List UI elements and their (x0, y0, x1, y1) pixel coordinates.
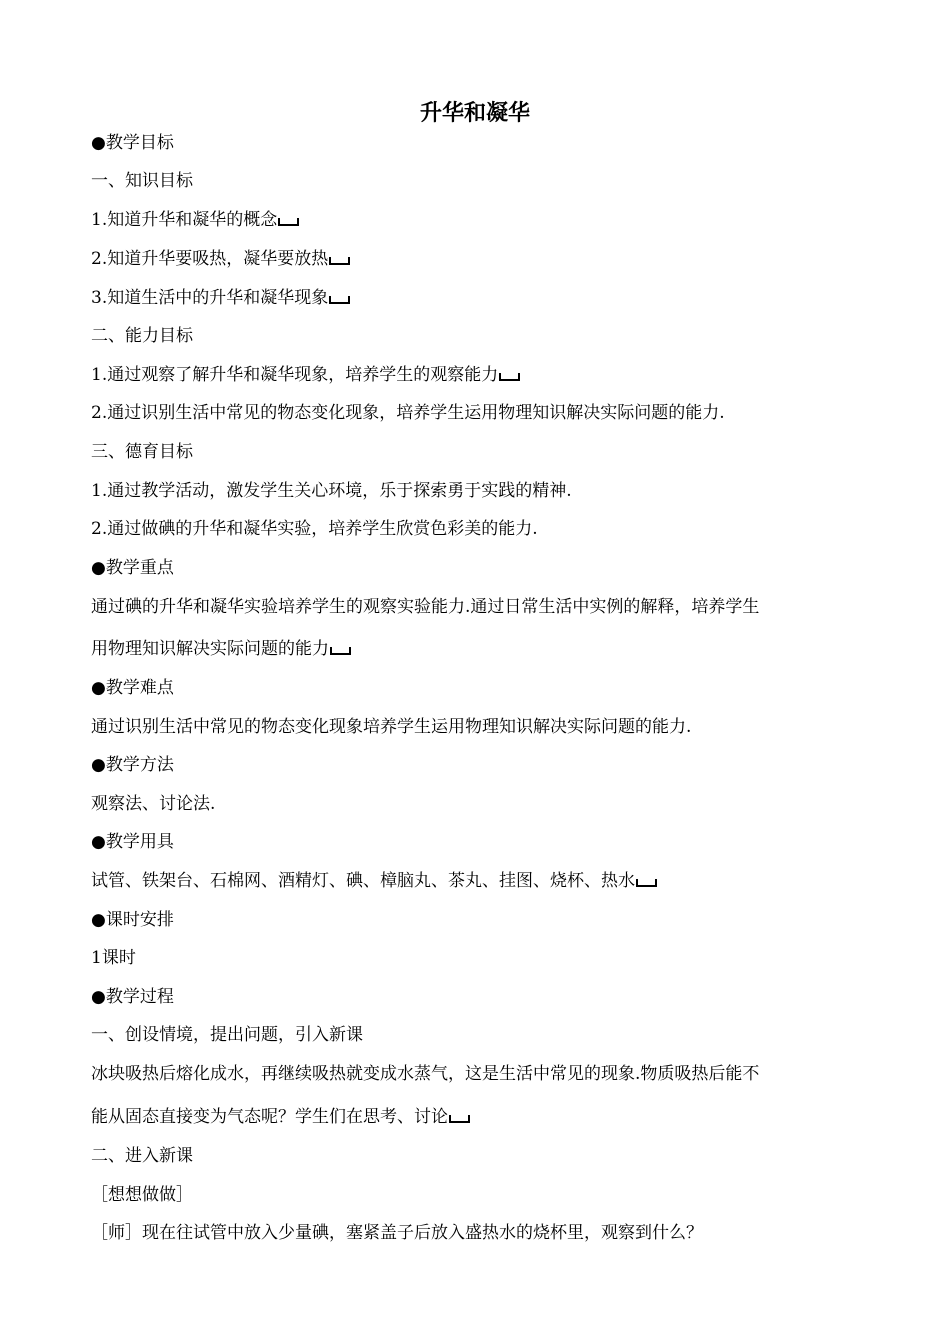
paragraph-mark (636, 879, 657, 887)
subsection-heading: 一、创设情境，提出问题，引入新课 (91, 1025, 363, 1045)
paragraph-line: 观察法、讨论法. (91, 794, 216, 814)
paragraph-line (91, 205, 871, 230)
paragraph-line: ［想想做做］ (91, 1185, 193, 1205)
line-text: 1.通过观察了解升华和凝华现象，培养学生的观察能力 (91, 365, 499, 385)
section-heading: ●教学重点 (91, 558, 174, 578)
paragraph-line: 1.通过教学活动，激发学生关心环境，乐于探索勇于实践的精神. (91, 481, 572, 501)
section-heading: ●课时安排 (91, 910, 174, 930)
paragraph-line: 2.通过做碘的升华和凝华实验，培养学生欣赏色彩美的能力. (91, 519, 538, 539)
line-text: 试管、铁架台、石棉网、酒精灯、碘、樟脑丸、茶丸、挂图、烧杯、热水 (91, 871, 635, 891)
subsection-heading: 三、德育目标 (91, 442, 193, 462)
paragraph-line (91, 866, 871, 891)
paragraph-line (91, 244, 871, 269)
paragraph-mark (329, 296, 350, 304)
line-text: 1.知道升华和凝华的概念 (91, 210, 278, 230)
section-heading: ●教学难点 (91, 678, 174, 698)
paragraph-line: 2.通过识别生活中常见的物态变化现象，培养学生运用物理知识解决实际问题的能力. (91, 403, 725, 423)
line-text: 2.知道升华要吸热，凝华要放热 (91, 249, 329, 269)
paragraph-line (91, 634, 871, 659)
paragraph-mark (499, 373, 520, 381)
line-text: 3.知道生活中的升华和凝华现象 (91, 288, 329, 308)
paragraph-line (91, 1102, 871, 1127)
section-heading: ●教学用具 (91, 832, 174, 852)
paragraph-mark (330, 647, 351, 655)
subsection-heading: 一、知识目标 (91, 171, 193, 191)
document-title: 升华和凝华 (419, 101, 530, 126)
paragraph-mark (278, 218, 299, 226)
paragraph-mark (329, 257, 350, 265)
paragraph-mark (449, 1115, 470, 1123)
paragraph-line (91, 360, 871, 385)
paragraph-line: ［师］现在往试管中放入少量碘，塞紧盖子后放入盛热水的烧杯里，观察到什么？ (91, 1223, 703, 1243)
paragraph-line (91, 283, 871, 308)
subsection-heading: 二、进入新课 (91, 1146, 193, 1166)
paragraph-line: 1课时 (91, 948, 136, 968)
paragraph-line: 通过识别生活中常见的物态变化现象培养学生运用物理知识解决实际问题的能力. (91, 717, 692, 737)
section-heading: ●教学目标 (91, 133, 174, 153)
section-heading: ●教学方法 (91, 755, 174, 775)
section-heading: ●教学过程 (91, 987, 174, 1007)
line-text: 用物理知识解决实际问题的能力 (91, 639, 329, 659)
paragraph-line: 通过碘的升华和凝华实验培养学生的观察实验能力.通过日常生活中实例的解释，培养学生 (91, 597, 760, 617)
line-text: 能从固态直接变为气态呢？学生们在思考、讨论 (91, 1107, 448, 1127)
subsection-heading: 二、能力目标 (91, 326, 193, 346)
paragraph-line: 冰块吸热后熔化成水，再继续吸热就变成水蒸气，这是生活中常见的现象.物质吸热后能不 (91, 1064, 760, 1084)
